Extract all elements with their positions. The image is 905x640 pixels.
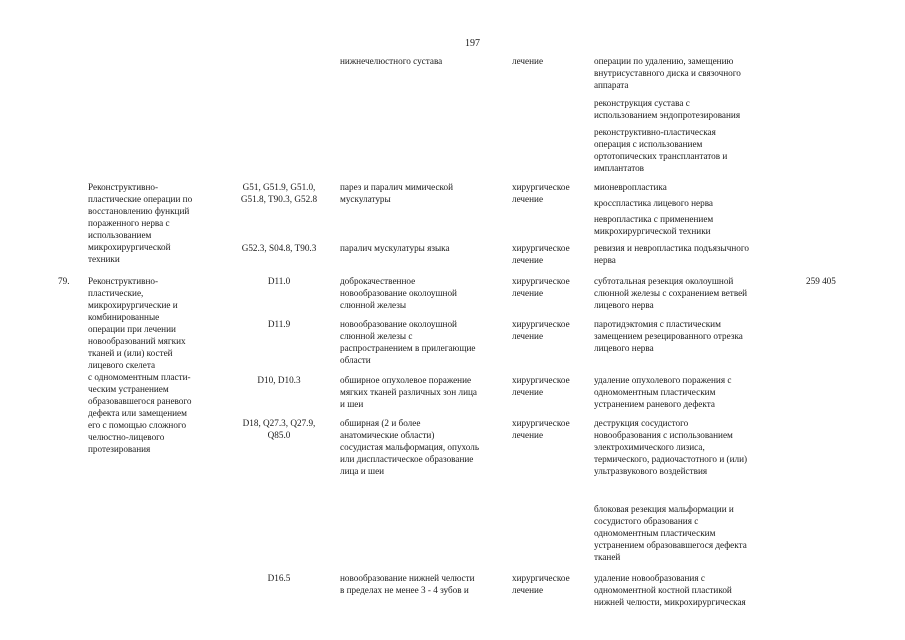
text-line: микрохирургические и bbox=[88, 300, 178, 310]
row79-diagnosis-2 bbox=[340, 318, 510, 366]
text-line: лечение bbox=[512, 387, 544, 397]
text-line: блоковая резекция мальформации и bbox=[594, 504, 734, 514]
text-line: обширная (2 и более bbox=[340, 418, 421, 428]
text-line: лечение bbox=[512, 288, 544, 298]
text-line: операция с использованием bbox=[594, 139, 703, 149]
row79-diagnosis-4 bbox=[340, 417, 510, 477]
text-line: лечение bbox=[512, 331, 544, 341]
text-line: восстановлению функций bbox=[88, 206, 190, 216]
text-line: паротидэктомия с пластическим bbox=[594, 319, 721, 329]
text-line: лицевого нерва bbox=[594, 300, 654, 310]
text-line: челюстно-лицевого bbox=[88, 432, 165, 442]
text-line: ультразвукового воздействия bbox=[594, 466, 708, 476]
text-line: субтотальная резекция околоушной bbox=[594, 276, 734, 286]
nerve-treatment-type-1 bbox=[512, 181, 592, 205]
text-line: D18, Q27.3, Q27.9, bbox=[242, 418, 316, 428]
text-line: одномоментным пластическим bbox=[594, 528, 716, 538]
text-line: G51, G51.9, G51.0, bbox=[242, 182, 316, 192]
row79-treatment-type-1 bbox=[512, 275, 592, 299]
row79-method-4 bbox=[594, 417, 799, 477]
row79-codes-3 bbox=[229, 374, 329, 386]
text-line: одномоментной костной пластикой bbox=[594, 585, 732, 595]
cont-method-3 bbox=[594, 126, 799, 174]
text-line: мионевропластика bbox=[594, 182, 667, 192]
text-line: сосудистого образования с bbox=[594, 516, 699, 526]
text-line: слюнной железы bbox=[340, 300, 407, 310]
text-line: удаление новообразования с bbox=[594, 573, 705, 583]
cont-diagnosis bbox=[340, 55, 510, 67]
text-line: термического, радиочастотного и (или) bbox=[594, 454, 748, 464]
text-line: D10, D10.3 bbox=[257, 375, 301, 385]
nerve-method-1 bbox=[594, 181, 799, 193]
text-line: сосудистая мальформация, опухоль bbox=[340, 442, 480, 452]
text-line: образовавшегося раневого bbox=[88, 396, 192, 406]
text-line: хирургическое bbox=[512, 573, 570, 583]
text-line: микрохирургической техники bbox=[594, 226, 711, 236]
text-line: или диспластическое образование bbox=[340, 454, 474, 464]
text-line: устранением раневого дефекта bbox=[594, 399, 715, 409]
text-line: G52.3, S04.8, T90.3 bbox=[241, 243, 317, 253]
row79-method-2 bbox=[594, 318, 799, 354]
text-line: Реконструктивно- bbox=[88, 276, 159, 286]
text-line: нерва bbox=[594, 255, 616, 265]
text-line: комбинированные bbox=[88, 312, 160, 322]
text-line: распространением в прилегающие bbox=[340, 343, 476, 353]
row79-diagnosis-5 bbox=[340, 572, 510, 596]
row79-codes-5 bbox=[229, 572, 329, 584]
text-line: электрохимического лизиса, bbox=[594, 442, 705, 452]
row79-treatment-type-4 bbox=[512, 417, 592, 441]
text-line: доброкачественное bbox=[340, 276, 416, 286]
text-line: замещением резецированного отрезка bbox=[594, 331, 743, 341]
row79-treatment-type-2 bbox=[512, 318, 592, 342]
row79-method-5 bbox=[594, 572, 799, 608]
text-line: новообразования с использованием bbox=[594, 430, 733, 440]
text-line: лечение bbox=[512, 194, 544, 204]
text-line: лицевого нерва bbox=[594, 343, 654, 353]
row-number: 79. bbox=[58, 276, 70, 286]
nerve-codes-2 bbox=[229, 242, 329, 254]
text-line: Q85.0 bbox=[267, 430, 291, 440]
text-line: пластические операции по bbox=[88, 194, 193, 204]
text-line: анатомические области) bbox=[340, 430, 435, 440]
text-line: микрохирургической bbox=[88, 242, 171, 252]
nerve-diagnosis-1 bbox=[340, 181, 510, 205]
text-line: лечение bbox=[512, 56, 544, 66]
cont-method-1 bbox=[594, 55, 799, 91]
text-line: пластические, bbox=[88, 288, 144, 298]
text-line: реконструкция сустава с bbox=[594, 98, 690, 108]
text-line: операции при лечении bbox=[88, 324, 176, 334]
text-line: деструкция сосудистого bbox=[594, 418, 689, 428]
nerve-diagnosis-2 bbox=[340, 242, 510, 254]
text-line: лицевого скелета bbox=[88, 360, 156, 370]
text-line: техники bbox=[88, 254, 120, 264]
text-line: ческим устранением bbox=[88, 384, 169, 394]
text-line: D16.5 bbox=[267, 573, 291, 583]
text-line: хирургическое bbox=[512, 319, 570, 329]
text-line: удаление опухолевого поражения с bbox=[594, 375, 732, 385]
text-line: паралич мускулатуры языка bbox=[340, 243, 450, 253]
text-line: одномоментным пластическим bbox=[594, 387, 716, 397]
nerve-procedure-name bbox=[88, 181, 228, 265]
text-line: обширное опухолевое поражение bbox=[340, 375, 472, 385]
text-line: аппарата bbox=[594, 80, 629, 90]
text-line: лечение bbox=[512, 430, 544, 440]
text-line: области bbox=[340, 355, 371, 365]
text-line: хирургическое bbox=[512, 418, 570, 428]
nerve-method-4 bbox=[594, 242, 799, 266]
text-line: нижней челюсти, микрохирургическая bbox=[594, 597, 746, 607]
text-line: D11.9 bbox=[267, 319, 291, 329]
text-line: хирургическое bbox=[512, 276, 570, 286]
text-line: парез и паралич мимической bbox=[340, 182, 454, 192]
row79-method-1 bbox=[594, 275, 799, 311]
text-line: D11.0 bbox=[267, 276, 291, 286]
text-line: в пределах не менее 3 - 4 зубов и bbox=[340, 585, 469, 595]
row79-treatment-type-5 bbox=[512, 572, 592, 596]
text-line: G51.8, T90.3, G52.8 bbox=[240, 194, 318, 204]
cont-method-2 bbox=[594, 97, 799, 121]
nerve-codes-1 bbox=[229, 181, 329, 205]
text-line: имплантатов bbox=[594, 163, 645, 173]
nerve-method-2 bbox=[594, 197, 799, 209]
row79-codes-2 bbox=[229, 318, 329, 330]
text-line: дефекта или замещением bbox=[88, 408, 187, 418]
row79-method-3 bbox=[594, 374, 799, 410]
text-line: слюнной железы с bbox=[340, 331, 413, 341]
text-line: хирургическое bbox=[512, 243, 570, 253]
row79-codes-1 bbox=[229, 275, 329, 287]
text-line: тканей bbox=[594, 552, 621, 562]
text-line: его с помощью сложного bbox=[88, 420, 187, 430]
text-line: новообразование околоушной bbox=[340, 319, 457, 329]
text-line: с одномоментным пласти- bbox=[88, 372, 191, 382]
text-line: новообразование нижней челюсти bbox=[340, 573, 475, 583]
page-number: 197 bbox=[465, 38, 480, 49]
text-line: слюнной железы с сохранением ветвей bbox=[594, 288, 748, 298]
text-line: невропластика с применением bbox=[594, 214, 714, 224]
text-line: тканей и (или) костей bbox=[88, 348, 173, 358]
text-line: пораженного нерва с bbox=[88, 218, 170, 228]
cont-treatment-type bbox=[512, 55, 592, 67]
text-line: устранением образовавшегося дефекта bbox=[594, 540, 747, 550]
text-line: хирургическое bbox=[512, 182, 570, 192]
row79-codes-4 bbox=[229, 417, 329, 441]
row79-treatment-type-3 bbox=[512, 374, 592, 398]
text-line: ортотопических трансплантатов и bbox=[594, 151, 728, 161]
text-line: операции по удалению, замещению bbox=[594, 56, 734, 66]
text-line: мягких тканей различных зон лица bbox=[340, 387, 477, 397]
text-line: лечение bbox=[512, 255, 544, 265]
row79-diagnosis-3 bbox=[340, 374, 510, 410]
nerve-method-3 bbox=[594, 213, 799, 237]
text-line: использованием эндопротезирования bbox=[594, 110, 741, 120]
text-line: и шеи bbox=[340, 399, 364, 409]
text-line: новообразований мягких bbox=[88, 336, 186, 346]
text-line: внутрисуставного диска и связочного bbox=[594, 68, 741, 78]
row79-diagnosis-1 bbox=[340, 275, 510, 311]
row79-method-4b bbox=[594, 503, 799, 563]
row79-price: 259 405 bbox=[806, 276, 836, 286]
text-line: мускулатуры bbox=[340, 194, 391, 204]
text-line: использованием bbox=[88, 230, 152, 240]
text-line: нижнечелюстного сустава bbox=[340, 56, 443, 66]
text-line: протезирования bbox=[88, 444, 151, 454]
text-line: лечение bbox=[512, 585, 544, 595]
text-line: хирургическое bbox=[512, 375, 570, 385]
text-line: новообразование околоушной bbox=[340, 288, 457, 298]
text-line: лица и шеи bbox=[340, 466, 385, 476]
text-line: ревизия и невропластика подъязычного bbox=[594, 243, 749, 253]
text-line: реконструктивно-пластическая bbox=[594, 127, 716, 137]
text-line: Реконструктивно- bbox=[88, 182, 159, 192]
nerve-treatment-type-2 bbox=[512, 242, 592, 266]
text-line: кросспластика лицевого нерва bbox=[594, 198, 714, 208]
row79-procedure-name bbox=[88, 275, 228, 455]
